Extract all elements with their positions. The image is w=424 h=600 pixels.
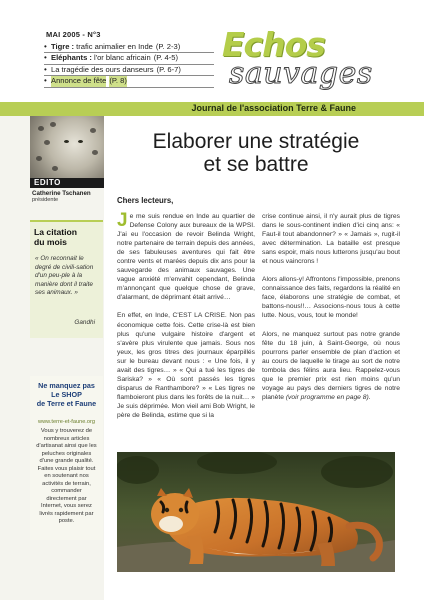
paragraph-text: e me suis rendue en Inde au quartier de Defense Colony aux bureaux de la WPSI. J'ai eu l'occasion de revoir Belinda Wright, notre partenaire de terrain depuis des années, de ses fabuleuses aventures qui fait être contre vents et marées depuis dix ans pour la sauvegarde des animaux sauvages. Une vague anxiété m'envahit cependant, Belinda m'annonçant que quelque chose de grave, d'alarmant, de déprimant était arrivé… [117, 213, 255, 302]
fur-spot [36, 156, 42, 161]
quote-title [34, 227, 77, 247]
journal-banner [0, 102, 424, 116]
bullet-icon: • [44, 64, 47, 74]
tiger-muzzle [159, 516, 183, 532]
quote-title-line1: La citation [34, 227, 77, 237]
article-column-2 [262, 212, 400, 411]
article-column-1 [117, 212, 255, 429]
headline-line1: Elaborer une stratégie [152, 130, 360, 153]
toc-item-text: Annonce de fête [51, 76, 107, 86]
toc-item-text: La tragédie des ours danseurs [51, 64, 154, 74]
echos-sauvages-logo [214, 22, 384, 100]
shop-title-line1: Ne manquez pas [38, 381, 95, 390]
paragraph: En effet, en Inde, C'EST LA CRISE. Non pas économique cette fois. Cette crise-là est bien plus qu'une vulgaire histoire d'argent et s'avère plus virulente que jamais. Sous nos yeux, les gros titres des journaux éparpillés sur le bureau devant nous : « Une fois, il y avait des tigres… » « Qui a tué les tigres de Sariska? » « Où sont passés les tigres disparus de Ranthambore? » « Les tigres ne flamboieront plus dans les forêts de la nuit… » Je suis déprimée. Mon vieil ami Bob Wright, le père de Belinda, estime que si la [117, 312, 255, 419]
fur-spot [50, 122, 56, 127]
toc-item-elephants[interactable] [44, 53, 214, 64]
shop-title-line3: de Terre et Faune [36, 399, 97, 408]
logo-sauvages-text: sauvages [229, 56, 373, 91]
toc-item-pages: (P. 6-7) [156, 64, 181, 74]
edito-author: Catherine Tschanen [32, 190, 91, 197]
leopard-eye [64, 140, 69, 143]
bullet-icon: • [44, 42, 47, 51]
quote-author: Gandhi [74, 319, 95, 326]
fur-spot [90, 128, 96, 133]
toc-item-fete[interactable] [44, 76, 214, 87]
toc-item-bold: Eléphants : [51, 53, 92, 63]
toc-item-pages: (P. 4-5) [153, 53, 179, 63]
table-of-contents [44, 42, 214, 88]
paragraph [262, 330, 400, 402]
paragraph-end: . [368, 393, 371, 401]
fur-spot [44, 140, 50, 145]
fur-spot [38, 126, 44, 131]
snow-leopard-photo [30, 116, 104, 178]
shop-text: Vous y trouverez de nombreux articles d'artisanat ainsi que les peluches originales d'une grande qualité. Faites vous plaisir tout en soutenant nos activités de terrain, commander directement par Internet, vous serez livrés rapidement par poste. [36, 428, 97, 524]
article-headline [120, 130, 392, 176]
quote-text: « On reconnait le degré de civili-sation d'un peu-ple à la manière dont il traite ses animaux. » [35, 255, 94, 297]
salutation: Chers lecteurs, [117, 196, 174, 205]
quote-title-line2: du mois [34, 237, 67, 247]
paragraph-text: Alors, ne manquez surtout pas notre grande fête du 18 juin, à Saint-George, où nous pourrons parler ensemble de plan d'action et au cours de laquelle le tirage au sort de notre tombola des félins aura lieu. Rappelez-vous que le premier prix est rien moins qu'un voyage au pays des derniers tigres de notre planète [262, 330, 400, 401]
tiger-eye [165, 508, 169, 512]
toc-item-pages: (P. 2-3) [155, 42, 181, 51]
toc-item-ours[interactable] [44, 65, 214, 76]
logo-echos-text: Echos [222, 25, 325, 64]
toc-item-tigre[interactable] [44, 42, 214, 53]
fur-spot [92, 150, 98, 155]
quote-of-the-month [30, 220, 103, 338]
edito-label: EDITO [30, 178, 104, 188]
paragraph: Alors allons-y! Affrontons l'impossible, prenons connaissance des faits, regardons la réalité en face, élaborons une stratégie de combat, et battons-nous!!… Associons-nous tous à cette lutte. Nous, vous, tout le monde! [262, 276, 400, 320]
toc-item-pages: (P. 8) [109, 76, 127, 86]
shop-title [30, 381, 103, 408]
paragraph: crise continue ainsi, il n'y aurait plus de tigres dans le sous-continent indien d'ici cinq ans: « Faut-il tout abandonner? » « Jamais », rugit-il avec détermination. La bataille est presque sans espoir, mais nous lutterons jusqu'au bout et nous vaincrons ! [262, 213, 400, 266]
shop-title-line2: Le SHOP [51, 390, 82, 399]
tiger-illustration [117, 452, 395, 572]
bullet-icon: • [44, 76, 47, 86]
tiger-photo [117, 452, 395, 572]
edito-role: présidente [32, 197, 59, 203]
leopard-eye [78, 140, 83, 143]
fur-spot [52, 166, 58, 171]
toc-item-text: trafic animalier en Inde [76, 42, 153, 51]
headline-line2: et se battre [203, 153, 309, 176]
shop-url-link[interactable]: www.terre-et-faune.org [38, 419, 95, 425]
toc-item-text: l'or blanc africain [93, 53, 151, 63]
drop-cap: J [117, 210, 128, 231]
banner-text: Journal de l'association Terre & Faune [191, 103, 356, 113]
page-reference: (voir programme en page 8) [285, 393, 369, 401]
bullet-icon: • [44, 53, 47, 63]
issue-date: MAI 2005 - N°3 [46, 30, 101, 39]
paragraph [117, 212, 255, 302]
toc-item-bold: Tigre : [51, 42, 75, 51]
tiger-eye [179, 508, 183, 512]
shop-promo [30, 376, 103, 540]
